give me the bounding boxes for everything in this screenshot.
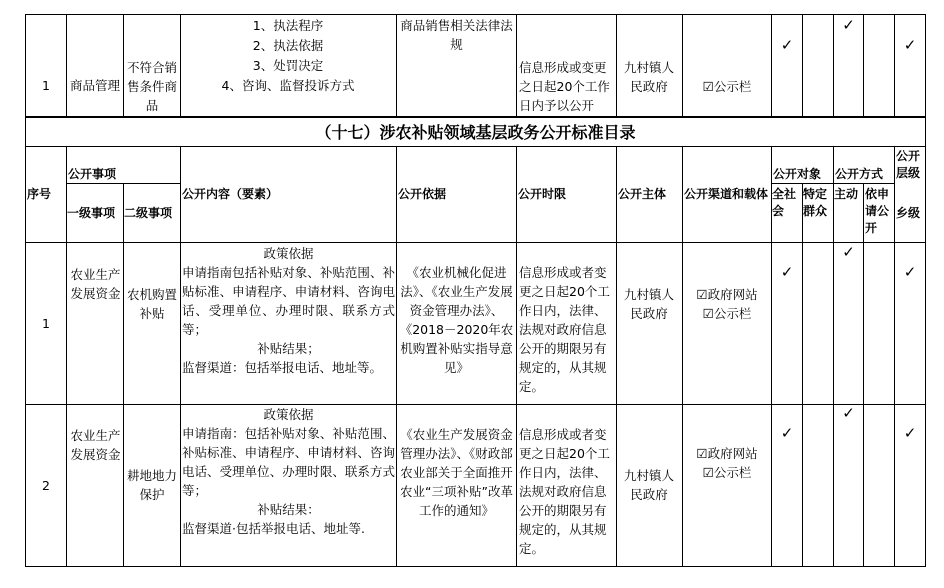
time-limit-text: 信息形成或变更之日起20个工作日内予以公开: [519, 60, 610, 113]
check-township: ✓: [903, 263, 917, 281]
header-township: 乡级: [896, 205, 921, 220]
header-level: 公开层级: [896, 149, 921, 180]
level2-item: 耕地地力保护: [126, 468, 177, 502]
content-list: [182, 405, 395, 538]
header-matters: 公开事项: [68, 167, 117, 181]
check-all-society: ✓: [780, 424, 794, 442]
header-method: 公开方式: [835, 167, 884, 181]
time-limit-text: 信息形成或者变更之日起20个工作日内，法律、法规对政府信息公开的期限另有规定的，从其规定。: [519, 427, 610, 556]
col-divider: [516, 146, 517, 566]
header-all-society: 全社会: [772, 187, 797, 218]
header-time-limit: 公开时限: [518, 187, 567, 201]
row-number: 1: [42, 316, 50, 331]
header-request: 依申请公开: [865, 187, 890, 235]
content-list: [182, 244, 395, 377]
content-line: 补贴结果；: [257, 341, 320, 356]
level1-item: 农业生产发展资金: [70, 267, 121, 301]
channel-list: [683, 285, 771, 323]
content-line: 1、执法程序: [252, 18, 324, 33]
col-divider: [516, 14, 517, 116]
col-divider: [863, 183, 864, 566]
col-divider: [616, 146, 617, 566]
col-divider: [682, 14, 683, 116]
level2-item: 农机购置补贴: [126, 287, 177, 321]
level2-item: 不符合销售条件商品: [126, 60, 177, 113]
row-divider: [25, 404, 926, 405]
header-active: 主动: [834, 187, 859, 201]
col-divider: [616, 14, 617, 116]
row-number: 2: [42, 478, 50, 493]
header-no: 序号: [27, 187, 52, 201]
content-line: 3、处罚决定: [252, 58, 324, 73]
basis-text: 《农业生产发展资金管理办法》、《财政部农业部关于全面推开农业“三项补贴”改革工作的通知》: [400, 427, 513, 518]
check-all-society: ✓: [780, 263, 794, 281]
col-divider: [396, 14, 397, 116]
header-basis: 公开依据: [398, 187, 447, 201]
level1-item: 商品管理: [69, 77, 120, 93]
content-line: 2、执法依据: [252, 38, 324, 53]
header-specific: 特定群众: [803, 187, 828, 218]
channel-item: ☑公示栏: [702, 465, 752, 480]
col-divider: [682, 146, 683, 566]
header-subject: 公开主体: [618, 187, 667, 201]
basis-text: 商品销售相关法律法规: [400, 18, 513, 52]
table-border-right: [925, 14, 926, 567]
section-title: （十七）涉农补贴领域基层政务公开标准目录: [315, 122, 636, 142]
subject-text: 九村镇人民政府: [623, 60, 674, 94]
col-divider: [180, 146, 181, 566]
channel-text: ☑公示栏: [702, 78, 752, 94]
content-line: 申请指南：包括补贴对象、补贴范围、补贴标准、申请程序、申请材料、咨询电话、受理单位、办理时限、联系方式等；: [182, 426, 395, 498]
content-line: 政策依据: [263, 246, 314, 261]
check-township: ✓: [903, 424, 917, 442]
col-divider: [771, 14, 772, 116]
check-active: ✓: [842, 404, 855, 422]
check-all-society: ✓: [780, 36, 794, 54]
basis-text: 《农业机械化促进法》、《农业生产发展资金管理办法》、《2018－2020年农机购置补贴实指导意见》: [399, 265, 514, 375]
header-level1: 一级事项: [67, 205, 116, 220]
content-line: 政策依据: [263, 407, 314, 422]
check-township: ✓: [903, 36, 917, 54]
header-level2: 二级事项: [124, 205, 173, 220]
content-line: 监督渠道·包括举报电话、地址等.: [182, 521, 365, 536]
subject-text: 九村镇人民政府: [623, 287, 674, 321]
col-divider: [863, 14, 864, 116]
time-limit-text: 信息形成或者变更之日起20个工作日内，法律、法规对政府信息公开的期限另有规定的，从其规定。: [519, 265, 610, 394]
channel-item: ☑政府网站: [696, 287, 758, 302]
check-active: ✓: [842, 16, 855, 34]
col-divider: [894, 14, 895, 116]
row-divider: [25, 242, 926, 243]
row-number: 1: [42, 77, 50, 93]
col-divider: [802, 14, 803, 116]
check-active: ✓: [842, 243, 855, 261]
channel-item: ☑政府网站: [696, 446, 758, 461]
col-divider: [802, 183, 803, 566]
col-divider: [123, 14, 124, 116]
content-list: [181, 16, 395, 96]
subject-text: 九村镇人民政府: [623, 468, 674, 502]
content-line: 申请指南包括补贴对象、补贴范围、补贴标准、申请程序、申请材料、咨询电话、受理单位、办理时限、联系方式等；: [182, 265, 395, 337]
channel-item: ☑公示栏: [702, 306, 752, 321]
content-line: 4、咨询、监督投诉方式: [221, 78, 355, 93]
col-divider: [396, 146, 397, 566]
content-line: 监督渠道：包括举报电话、地址等。: [182, 360, 383, 375]
channel-list: [683, 444, 771, 482]
header-channel: 公开渠道和载体: [684, 187, 769, 201]
header-target: 公开对象: [773, 167, 822, 181]
col-divider: [833, 146, 834, 566]
table-border-top: [25, 14, 926, 15]
header-content: 公开内容（要素）: [182, 187, 279, 201]
col-divider: [894, 146, 895, 566]
level1-item: 农业生产发展资金: [70, 428, 121, 462]
table-border-bottom: [25, 566, 926, 567]
content-line: 补贴结果：: [257, 502, 320, 517]
